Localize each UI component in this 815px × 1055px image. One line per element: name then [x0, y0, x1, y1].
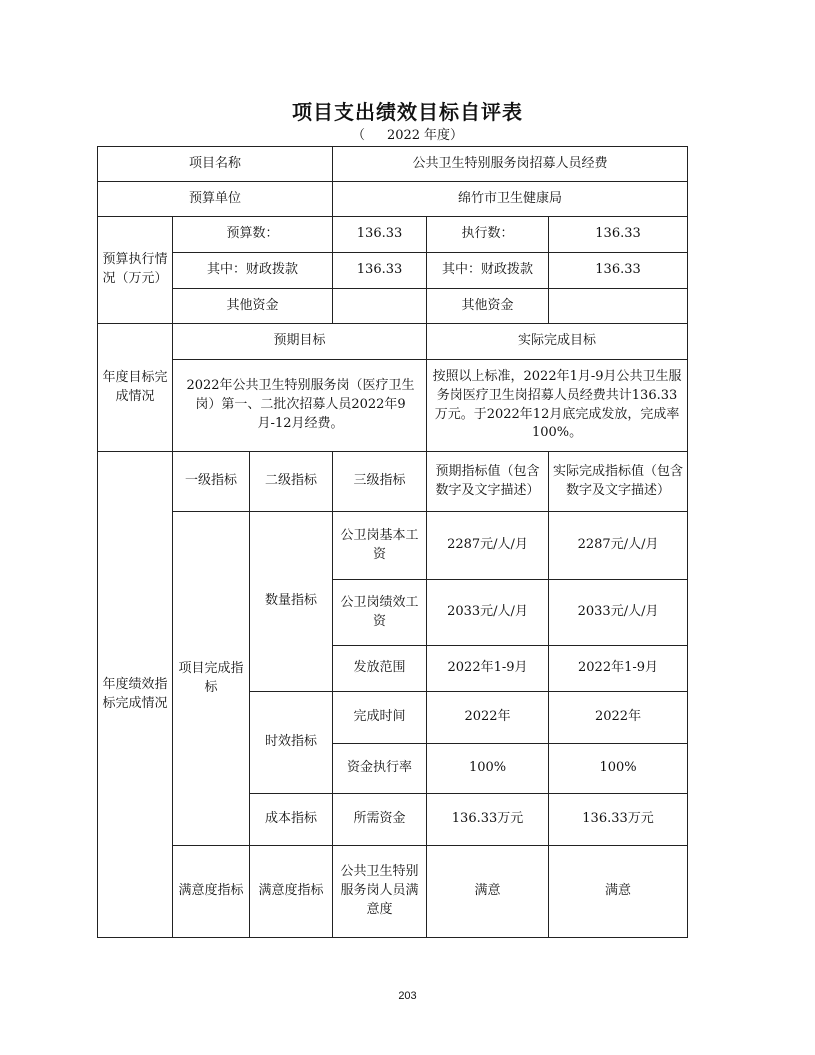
- execution-amount-label: 执行数：: [427, 217, 549, 253]
- other-exec-value: [549, 289, 688, 324]
- other-budget-label: 其他资金: [173, 289, 333, 324]
- fiscal-budget-value: 136.33: [333, 253, 427, 289]
- indicator-expected: 100%: [427, 744, 549, 794]
- expected-goal-text: 2022年公共卫生特别服务岗（医疗卫生岗）第一、二批次招募人员2022年9月-12月经费。: [173, 360, 427, 452]
- indicator-expected: 2022年1-9月: [427, 646, 549, 692]
- indicator-expected: 2287元/人/月: [427, 512, 549, 580]
- indicator-actual: 100%: [549, 744, 688, 794]
- indicator-actual: 136.33万元: [549, 794, 688, 846]
- subtitle-year: 2022: [386, 128, 421, 143]
- indicator-expected: 满意: [427, 846, 549, 938]
- year-subtitle: [0, 124, 815, 143]
- page-number: 203: [398, 990, 417, 1002]
- actual-goal-text: 按照以上标准，2022年1月-9月公共卫生服务岗医疗卫生岗招募人员经费共计136.33万元。于2022年12月底完成发放，完成率100%。: [427, 360, 688, 452]
- fiscal-exec-value: 136.33: [549, 253, 688, 289]
- level1-header: 一级指标: [173, 452, 250, 512]
- indicator-actual: 满意: [549, 846, 688, 938]
- actual-value-header: 实际完成指标值（包含数字及文字描述）: [549, 452, 688, 512]
- indicator-header-row: [98, 452, 688, 512]
- indicator-expected: 136.33万元: [427, 794, 549, 846]
- satisfaction-indicator-label: 满意度指标: [250, 846, 333, 938]
- other-exec-label: 其他资金: [427, 289, 549, 324]
- indicator-expected: 2033元/人/月: [427, 580, 549, 646]
- indicator-actual: 2033元/人/月: [549, 580, 688, 646]
- table-row: [98, 512, 688, 580]
- budget-unit-row: [98, 182, 688, 217]
- other-funds-row: [98, 289, 688, 324]
- indicator-name: 所需资金: [333, 794, 427, 846]
- indicator-expected: 2022年: [427, 692, 549, 744]
- annual-goal-content-row: [98, 360, 688, 452]
- subtitle-suffix: 年度）: [424, 128, 464, 143]
- page-title: 项目支出绩效目标自评表: [292, 100, 523, 124]
- budget-unit-label: 预算单位: [98, 182, 333, 217]
- actual-goal-header: 实际完成目标: [427, 324, 688, 360]
- project-name-value: 公共卫生特别服务岗招募人员经费: [333, 147, 688, 182]
- indicator-name: 发放范围: [333, 646, 427, 692]
- indicator-name: 公共卫生特别服务岗人员满意度: [333, 846, 427, 938]
- budget-unit-value: 绵竹市卫生健康局: [333, 182, 688, 217]
- project-name-label: 项目名称: [98, 147, 333, 182]
- indicator-actual: 2022年1-9月: [549, 646, 688, 692]
- fiscal-exec-label: 其中：财政拨款: [427, 253, 549, 289]
- budget-amount-label: 预算数：: [173, 217, 333, 253]
- fiscal-row: [98, 253, 688, 289]
- indicator-actual: 2287元/人/月: [549, 512, 688, 580]
- budget-row: [98, 217, 688, 253]
- level3-header: 三级指标: [333, 452, 427, 512]
- indicator-name: 完成时间: [333, 692, 427, 744]
- satisfaction-group-label: 满意度指标: [173, 846, 250, 938]
- performance-section-label: 年度绩效指标完成情况: [98, 452, 173, 938]
- self-evaluation-table: [97, 146, 688, 938]
- indicator-name: 公卫岗基本工资: [333, 512, 427, 580]
- level2-header: 二级指标: [250, 452, 333, 512]
- project-name-row: [98, 147, 688, 182]
- quantity-indicator-label: 数量指标: [250, 512, 333, 692]
- timeliness-indicator-label: 时效指标: [250, 692, 333, 794]
- indicator-name: 资金执行率: [333, 744, 427, 794]
- subtitle-open: （: [351, 128, 365, 143]
- annual-goal-section-label: 年度目标完成情况: [98, 324, 173, 452]
- fiscal-budget-label: 其中：财政拨款: [173, 253, 333, 289]
- table-row: [98, 846, 688, 938]
- project-completion-indicator-label: 项目完成指标: [173, 512, 250, 846]
- expected-goal-header: 预期目标: [173, 324, 427, 360]
- execution-amount-value: 136.33: [549, 217, 688, 253]
- indicator-actual: 2022年: [549, 692, 688, 744]
- other-budget-value: [333, 289, 427, 324]
- indicator-name: 公卫岗绩效工资: [333, 580, 427, 646]
- budget-amount-value: 136.33: [333, 217, 427, 253]
- budget-section-label: 预算执行情况（万元）: [98, 217, 173, 324]
- cost-indicator-label: 成本指标: [250, 794, 333, 846]
- expected-value-header: 预期指标值（包含数字及文字描述）: [427, 452, 549, 512]
- annual-goal-header-row: [98, 324, 688, 360]
